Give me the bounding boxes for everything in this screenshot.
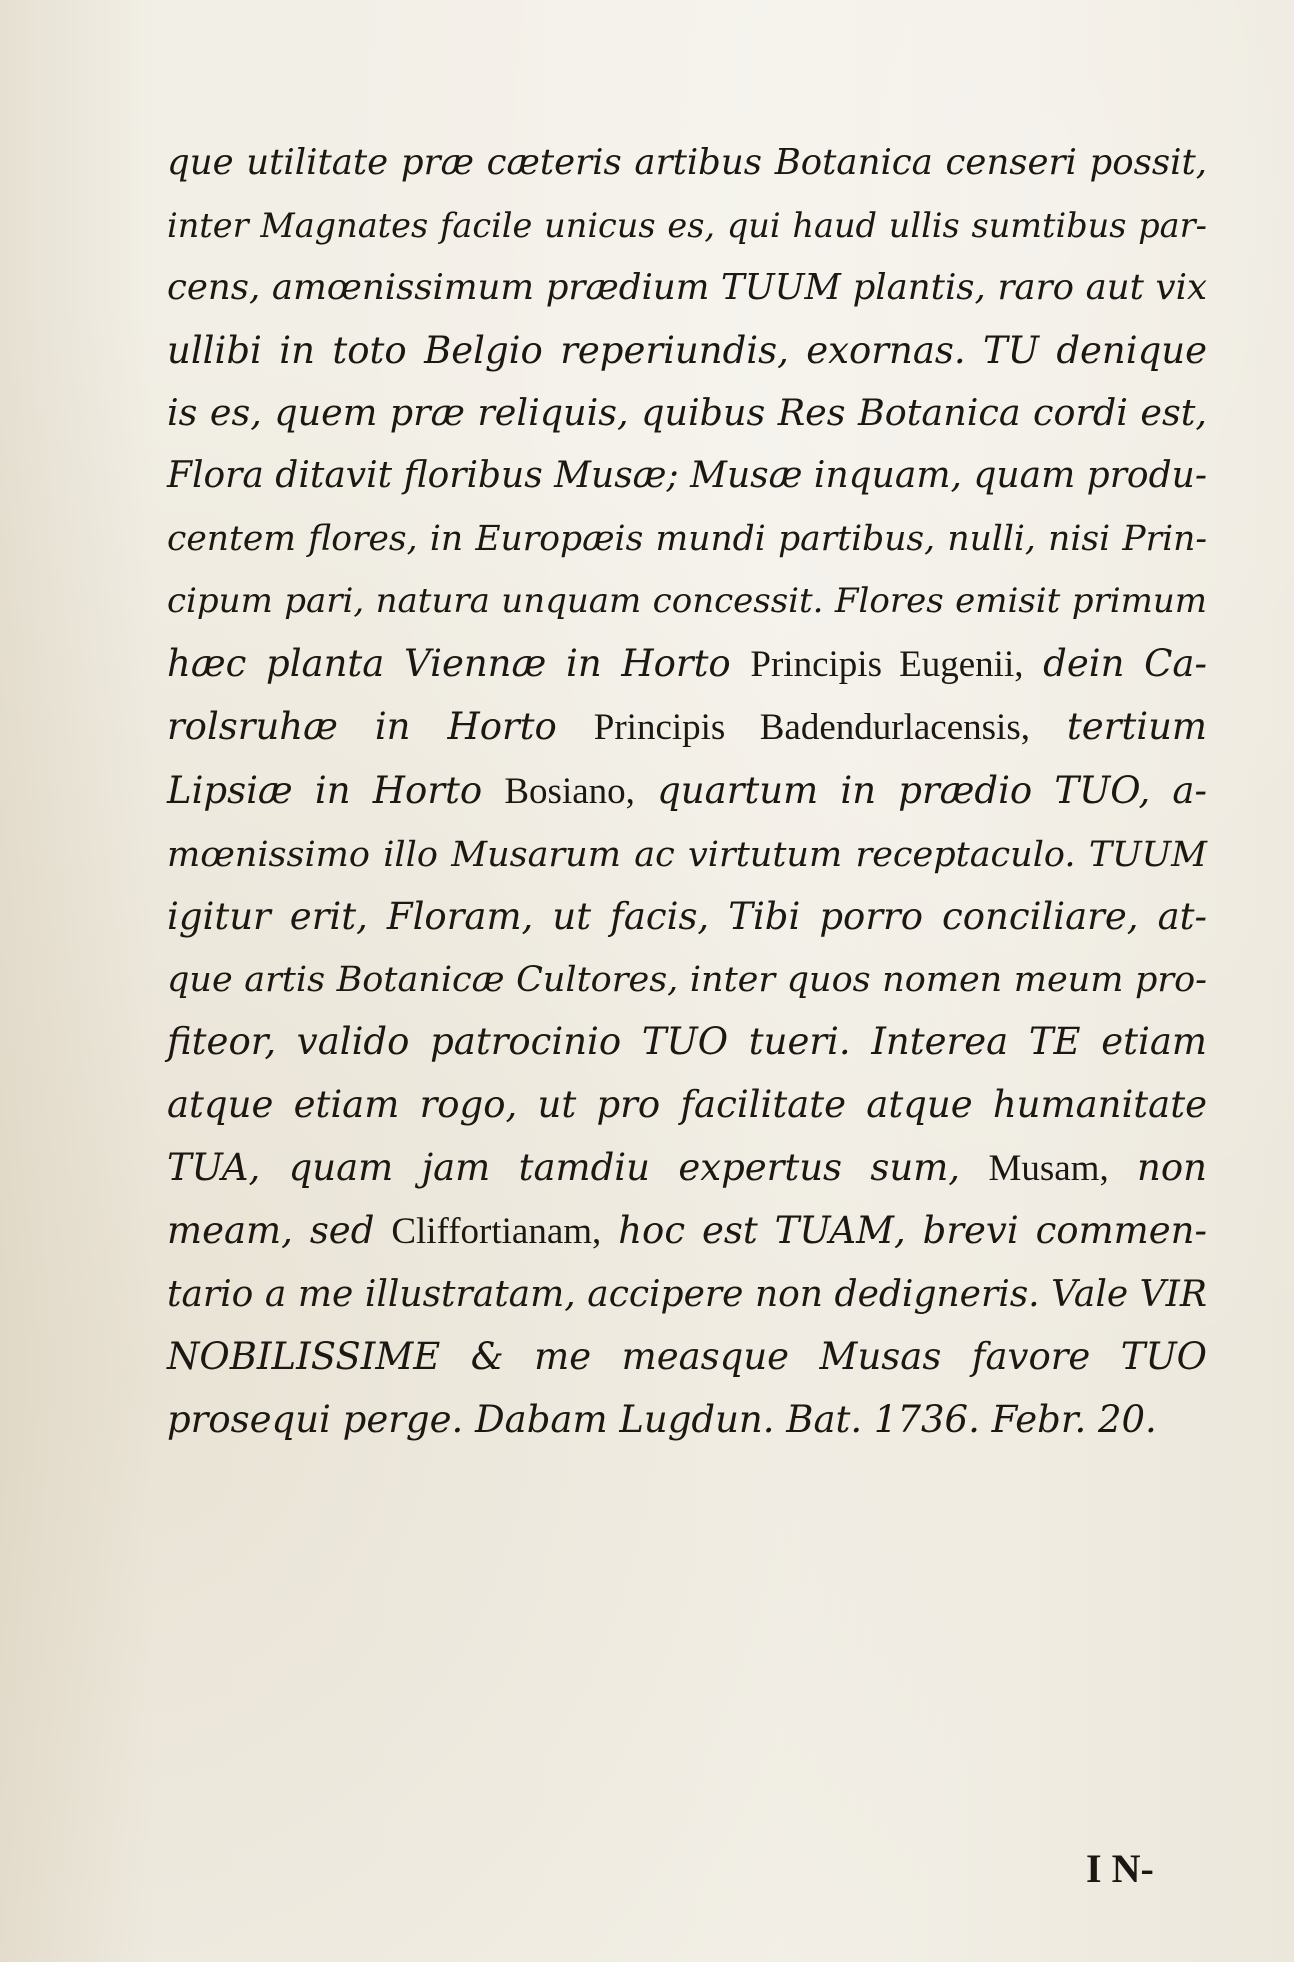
roman-text-segment: Musam, <box>988 1147 1109 1189</box>
text-line <box>167 320 1207 383</box>
show-through-text <box>160 1445 1210 1725</box>
roman-text-segment: Principis Badendurlacensis, <box>593 707 1030 749</box>
italic-text-segment: igitur erit, Floram, ut facis, Tibi porro conciliare, at- <box>167 895 1207 939</box>
text-line <box>167 633 1207 697</box>
text-line <box>167 508 1207 571</box>
catchword: I N- <box>1086 1846 1154 1891</box>
text-line <box>167 195 1207 258</box>
italic-text-segment: Lipsiæ in Horto <box>167 768 505 812</box>
italic-text-segment: tario a me illustratam, accipere non dedigneris. Vale VIR <box>167 1273 1207 1315</box>
italic-text-segment: atque etiam rogo, ut pro facilitate atque humanitate <box>167 1082 1207 1126</box>
italic-text-segment: mœnissimo illo Musarum ac virtutum receptaculo. TUUM <box>167 834 1207 875</box>
body-text <box>167 132 1207 1451</box>
text-line <box>167 886 1207 949</box>
italic-text-segment: tertium <box>1029 705 1207 749</box>
italic-text-segment: que utilitate præ cæteris artibus Botanica censeri possit, <box>167 142 1207 183</box>
text-line <box>167 1389 1207 1452</box>
text-line <box>167 949 1207 1012</box>
italic-text-segment: rolsruhæ in Horto <box>167 705 594 749</box>
italic-text-segment: prosequi perge. Dabam Lugdun. Bat. 1736. Febr. 20. <box>167 1397 1157 1441</box>
italic-text-segment: Flora ditavit floribus Musæ; Musæ inquam, quam produ- <box>167 454 1207 496</box>
text-line <box>167 696 1207 760</box>
italic-text-segment: fiteor, valido patrocinio TUO tueri. Interea TE etiam <box>167 1020 1207 1064</box>
italic-text-segment: centem flores, in Europæis mundi partibus, nulli, nisi Prin- <box>167 518 1207 559</box>
text-line <box>167 1074 1207 1137</box>
text-line <box>167 824 1207 887</box>
text-line <box>167 257 1207 320</box>
italic-text-segment: inter Magnates facile unicus es, qui haud ullis sumtibus par- <box>167 205 1207 245</box>
text-line <box>167 570 1207 633</box>
text-line <box>167 1200 1207 1264</box>
italic-text-segment: que artis Botanicæ Cultores, inter quos nomen meum pro- <box>167 959 1207 1000</box>
text-line <box>167 1264 1207 1327</box>
italic-text-segment: cipum pari, natura unquam concessit. Flores emisit primum <box>167 581 1207 622</box>
italic-text-segment: TUA, quam jam tamdiu expertus sum, <box>167 1145 989 1189</box>
roman-text-segment: Cliffortianam, <box>391 1211 602 1253</box>
text-line <box>167 445 1207 508</box>
text-line <box>167 132 1207 195</box>
text-line <box>167 1137 1207 1201</box>
italic-text-segment: NOBILISSIME & me measque Musas favore TUO <box>167 1335 1207 1379</box>
italic-text-segment: cens, amœnissimum prædium TUUM plantis, raro aut vix <box>167 267 1207 309</box>
italic-text-segment: ullibi in toto Belgio reperiundis, exornas. TU denique <box>167 328 1207 372</box>
italic-text-segment: dein Ca- <box>1023 641 1207 685</box>
roman-text-segment: Bosiano, <box>504 770 635 812</box>
italic-text-segment: is es, quem præ reliquis, quibus Res Botanica cordi est, <box>167 391 1207 435</box>
text-line <box>167 382 1207 445</box>
text-line <box>167 1011 1207 1074</box>
italic-text-segment: quartum in prædio TUO, a- <box>634 768 1207 812</box>
text-line <box>167 760 1207 824</box>
text-line <box>167 1326 1207 1389</box>
italic-text-segment: meam, sed <box>167 1209 392 1253</box>
italic-text-segment: hoc est TUAM, brevi commen- <box>601 1209 1207 1253</box>
roman-text-segment: Principis Eugenii, <box>750 643 1024 685</box>
italic-text-segment: hæc planta Viennæ in Horto <box>167 641 751 685</box>
italic-text-segment: non <box>1108 1145 1207 1189</box>
